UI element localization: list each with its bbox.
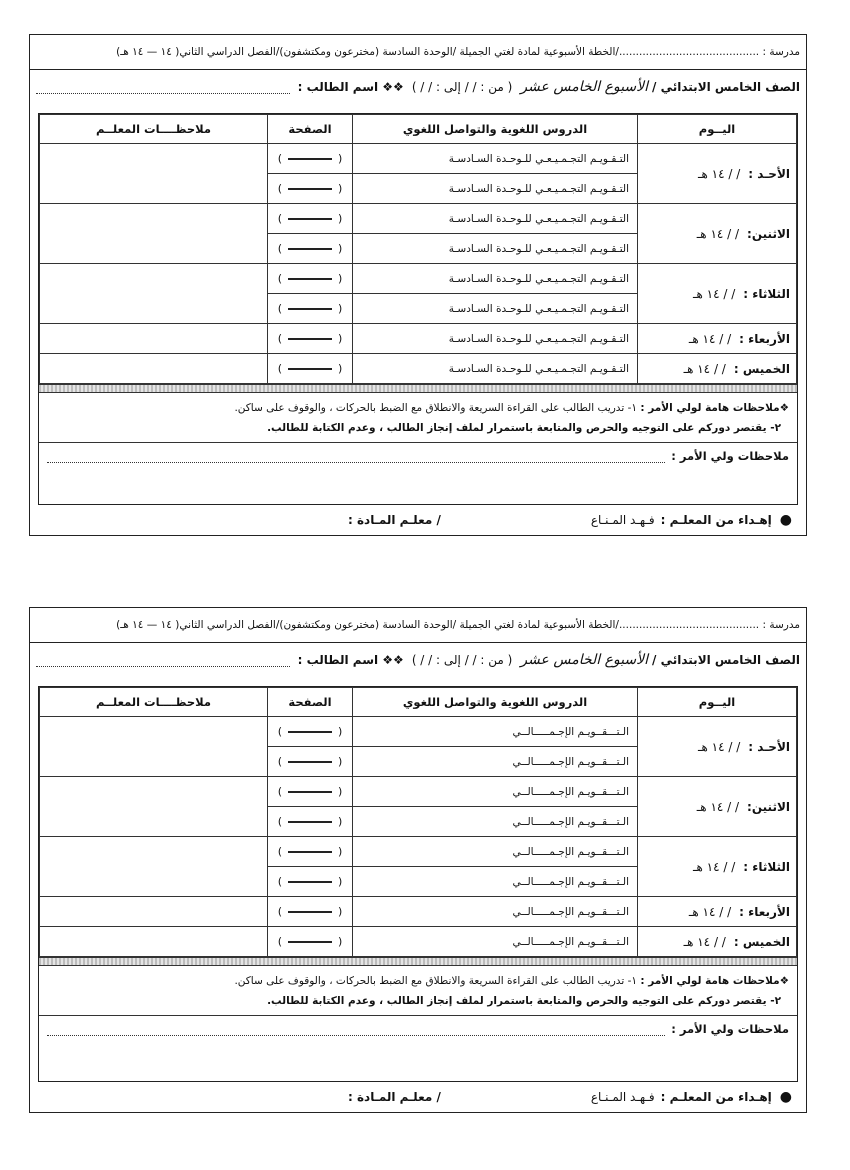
page-open-paren: ( xyxy=(338,905,343,918)
page-cell[interactable] xyxy=(268,927,353,957)
table-row xyxy=(40,897,797,927)
lesson-cell: التـقـويـم التجـمـيـعـي للـوحـدة السـادسـة xyxy=(353,354,638,384)
lesson-cell: التـقـويـم التجـمـيـعـي للـوحـدة السـادسـة xyxy=(353,294,638,324)
day-name: الاثنين: xyxy=(747,226,790,241)
page-close-paren: ) xyxy=(277,332,282,345)
parent-remarks-field[interactable] xyxy=(47,450,665,463)
note-1: ١- تدريب الطالب على القراءة السريعة والانطلاق مع الضبط بالحركات ، والوقوف على ساكن. xyxy=(234,402,638,414)
week-label: الأسبوع الخامس عشر xyxy=(520,652,649,668)
parent-notes-block xyxy=(39,966,797,1011)
footer-teacher-name: فـهـد المـنـاع xyxy=(590,1090,655,1104)
page-blank-field[interactable] xyxy=(288,308,332,310)
weekly-plan-bottom xyxy=(29,607,807,1113)
header-lessons: الدروس اللغوية والتواصل اللغوي xyxy=(353,688,638,717)
page-cell[interactable] xyxy=(268,324,353,354)
day-cell xyxy=(638,264,797,324)
day-cell xyxy=(638,354,797,384)
week-label: الأسبوع الخامس عشر xyxy=(520,79,649,95)
lesson-cell: التـقـويـم التجـمـيـعـي للـوحـدة السـادسـة xyxy=(353,234,638,264)
page-open-paren: ( xyxy=(338,785,343,798)
day-date: / / ١٤ هـ xyxy=(698,739,741,754)
page-open-paren: ( xyxy=(338,725,343,738)
page-blank-field[interactable] xyxy=(288,218,332,220)
date-range: ( من : / / إلى : / / ) xyxy=(411,653,513,667)
grade-row xyxy=(30,70,806,104)
page-close-paren: ) xyxy=(277,725,282,738)
day-date: / / ١٤ هـ xyxy=(696,799,740,814)
divider-shade xyxy=(39,957,797,966)
table-row xyxy=(40,324,797,354)
day-name: الخميس : xyxy=(733,934,790,949)
footer-bullet-icon: ● xyxy=(779,1089,792,1105)
lesson-cell: الـتـــقــويـم الإجـمـــــالــي xyxy=(353,897,638,927)
parent-notes-block xyxy=(39,393,797,438)
lesson-cell: الـتـــقــويـم الإجـمـــــالــي xyxy=(353,777,638,807)
footer-subject-teacher: / معلـم المـادة : xyxy=(348,1090,441,1104)
table-row xyxy=(40,354,797,384)
note-1: ١- تدريب الطالب على القراءة السريعة والانطلاق مع الضبط بالحركات ، والوقوف على ساكن. xyxy=(234,975,638,987)
page-blank-field[interactable] xyxy=(288,248,332,250)
page-open-paren: ( xyxy=(338,272,343,285)
page-blank-field[interactable] xyxy=(288,911,332,913)
page-open-paren: ( xyxy=(338,362,343,375)
page-blank-field[interactable] xyxy=(288,338,332,340)
page-open-paren: ( xyxy=(338,875,343,888)
page-close-paren: ) xyxy=(277,362,282,375)
teacher-notes-cell[interactable] xyxy=(40,354,268,384)
page-open-paren: ( xyxy=(338,182,343,195)
important-notes-label: ❖ملاحظات هامة لولي الأمر : xyxy=(640,975,789,987)
schedule-table xyxy=(39,114,797,384)
header-page: الصفحة xyxy=(268,115,353,144)
lesson-cell: الـتـــقــويـم الإجـمـــــالــي xyxy=(353,747,638,777)
page-open-paren: ( xyxy=(338,242,343,255)
teacher-notes-cell[interactable] xyxy=(40,204,268,264)
header-notes: ملاحظــــات المعلــم xyxy=(40,688,268,717)
teacher-notes-cell[interactable] xyxy=(40,324,268,354)
grade-row xyxy=(30,643,806,677)
page-cell[interactable] xyxy=(268,144,353,174)
page-cell[interactable] xyxy=(268,867,353,897)
table-row xyxy=(40,144,797,174)
page-blank-field[interactable] xyxy=(288,731,332,733)
day-name: الثلاثاء : xyxy=(743,286,790,301)
lesson-cell: الـتـــقــويـم الإجـمـــــالــي xyxy=(353,807,638,837)
parent-remarks-field[interactable] xyxy=(47,1023,665,1036)
header-page: الصفحة xyxy=(268,688,353,717)
page-close-paren: ) xyxy=(277,905,282,918)
table-row xyxy=(40,837,797,867)
teacher-notes-cell[interactable] xyxy=(40,144,268,204)
page-open-paren: ( xyxy=(338,152,343,165)
day-date: / / ١٤ هـ xyxy=(692,286,736,301)
parent-remarks-label: ملاحظات ولي الأمر : xyxy=(671,449,789,463)
page-blank-field[interactable] xyxy=(288,821,332,823)
page-cell[interactable] xyxy=(268,264,353,294)
page-close-paren: ) xyxy=(277,785,282,798)
page-cell[interactable] xyxy=(268,897,353,927)
page-blank-field[interactable] xyxy=(288,941,332,943)
lesson-cell: التـقـويـم التجـمـيـعـي للـوحـدة السـادسـة xyxy=(353,144,638,174)
table-header-row xyxy=(40,688,797,717)
page-close-paren: ) xyxy=(277,875,282,888)
day-date: / / ١٤ هـ xyxy=(698,166,741,181)
plan-footer xyxy=(30,1082,806,1112)
teacher-notes-cell[interactable] xyxy=(40,837,268,897)
page-cell[interactable] xyxy=(268,717,353,747)
footer-bullet-icon: ● xyxy=(779,512,792,528)
day-date: / / ١٤ هـ xyxy=(688,331,732,346)
page-blank-field[interactable] xyxy=(288,791,332,793)
page-close-paren: ) xyxy=(277,272,282,285)
day-cell xyxy=(638,144,797,204)
lesson-cell: التـقـويـم التجـمـيـعـي للـوحـدة السـادسـة xyxy=(353,324,638,354)
day-cell xyxy=(638,204,797,264)
page-cell[interactable] xyxy=(268,174,353,204)
header-lessons: الدروس اللغوية والتواصل اللغوي xyxy=(353,115,638,144)
note-2: ٢- يقتصر دوركم على التوجيه والحرص والمتابعة باستمرار لملف إنجاز الطالب ، وعدم الكتابة للطالب. xyxy=(267,422,781,434)
page-open-paren: ( xyxy=(338,815,343,828)
school-header: مدرسة : ........................................../الخطة الأسبوعية لمادة لغتي الجميلة /الوحدة السادسة (مخترعون ومكتشفون)/الفصل الدراسي الثاني( ١٤ — ١٤ هـ) xyxy=(30,35,806,70)
lesson-cell: الـتـــقــويـم الإجـمـــــالــي xyxy=(353,867,638,897)
table-row xyxy=(40,264,797,294)
day-name: الاثنين: xyxy=(747,799,790,814)
page-blank-field[interactable] xyxy=(288,188,332,190)
page-close-paren: ) xyxy=(277,212,282,225)
teacher-notes-cell[interactable] xyxy=(40,264,268,324)
page-cell[interactable] xyxy=(268,204,353,234)
page-open-paren: ( xyxy=(338,755,343,768)
parent-remarks-label: ملاحظات ولي الأمر : xyxy=(671,1022,789,1036)
day-name: الأربعاء : xyxy=(739,331,790,346)
lesson-cell: التـقـويـم التجـمـيـعـي للـوحـدة السـادسـة xyxy=(353,264,638,294)
page-cell[interactable] xyxy=(268,777,353,807)
day-cell xyxy=(638,897,797,927)
teacher-notes-cell[interactable] xyxy=(40,897,268,927)
day-name: الأربعاء : xyxy=(739,904,790,919)
page-blank-field[interactable] xyxy=(288,368,332,370)
schedule-frame xyxy=(38,686,798,1082)
page-open-paren: ( xyxy=(338,332,343,345)
day-cell xyxy=(638,837,797,897)
header-day: اليــوم xyxy=(638,688,797,717)
teacher-notes-cell[interactable] xyxy=(40,927,268,957)
page-close-paren: ) xyxy=(277,242,282,255)
header-day: اليــوم xyxy=(638,115,797,144)
page-blank-field[interactable] xyxy=(288,761,332,763)
lesson-cell: الـتـــقــويـم الإجـمـــــالــي xyxy=(353,717,638,747)
student-name-label: ❖❖ اسم الطالب : xyxy=(297,80,404,94)
day-cell xyxy=(638,927,797,957)
day-name: الأحـد : xyxy=(748,739,790,754)
student-name-field[interactable] xyxy=(36,654,290,667)
page-cell[interactable] xyxy=(268,354,353,384)
teacher-notes-cell[interactable] xyxy=(40,717,268,777)
lesson-cell: التـقـويـم التجـمـيـعـي للـوحـدة السـادسـة xyxy=(353,204,638,234)
page-close-paren: ) xyxy=(277,935,282,948)
footer-dedication-label: إهـداء من المعلـم : xyxy=(660,1090,772,1104)
lesson-cell: التـقـويـم التجـمـيـعـي للـوحـدة السـادسـة xyxy=(353,174,638,204)
page-cell[interactable] xyxy=(268,837,353,867)
weekly-plan-top xyxy=(29,34,807,536)
table-row xyxy=(40,777,797,807)
parent-remarks-row xyxy=(39,1015,797,1036)
schedule-frame xyxy=(38,113,798,505)
lesson-cell: الـتـــقــويـم الإجـمـــــالــي xyxy=(353,927,638,957)
footer-subject-teacher: / معلـم المـادة : xyxy=(348,513,441,527)
student-name-label: ❖❖ اسم الطالب : xyxy=(297,653,404,667)
day-date: / / ١٤ هـ xyxy=(692,859,736,874)
page-open-paren: ( xyxy=(338,302,343,315)
day-date: / / ١٤ هـ xyxy=(683,934,726,949)
day-cell xyxy=(638,717,797,777)
schedule-table xyxy=(39,687,797,957)
grade-label: الصف الخامس الابتدائي / xyxy=(652,653,800,667)
table-row xyxy=(40,717,797,747)
school-header: مدرسة : ........................................../الخطة الأسبوعية لمادة لغتي الجميلة /الوحدة السادسة (مخترعون ومكتشفون)/الفصل الدراسي الثاني( ١٤ — ١٤ هـ) xyxy=(30,608,806,643)
page-close-paren: ) xyxy=(277,302,282,315)
table-header-row xyxy=(40,115,797,144)
day-name: الخميس : xyxy=(733,361,790,376)
lesson-cell: الـتـــقــويـم الإجـمـــــالــي xyxy=(353,837,638,867)
parent-remarks-row xyxy=(39,442,797,463)
note-2: ٢- يقتصر دوركم على التوجيه والحرص والمتابعة باستمرار لملف إنجاز الطالب ، وعدم الكتابة للطالب. xyxy=(267,995,781,1007)
day-name: الثلاثاء : xyxy=(743,859,790,874)
footer-teacher-name: فـهـد المـنـاع xyxy=(590,513,655,527)
page-open-paren: ( xyxy=(338,935,343,948)
page-blank-field[interactable] xyxy=(288,881,332,883)
table-row xyxy=(40,204,797,234)
important-notes-label: ❖ملاحظات هامة لولي الأمر : xyxy=(640,402,789,414)
page-close-paren: ) xyxy=(277,815,282,828)
page-blank-field[interactable] xyxy=(288,158,332,160)
page-close-paren: ) xyxy=(277,182,282,195)
page-close-paren: ) xyxy=(277,845,282,858)
day-cell xyxy=(638,324,797,354)
page-open-paren: ( xyxy=(338,212,343,225)
day-date: / / ١٤ هـ xyxy=(696,226,740,241)
page-cell[interactable] xyxy=(268,807,353,837)
plan-footer xyxy=(30,505,806,535)
page-close-paren: ) xyxy=(277,755,282,768)
header-notes: ملاحظــــات المعلــم xyxy=(40,115,268,144)
grade-label: الصف الخامس الابتدائي / xyxy=(652,80,800,94)
divider-shade xyxy=(39,384,797,393)
page-cell[interactable] xyxy=(268,294,353,324)
page-close-paren: ) xyxy=(277,152,282,165)
date-range: ( من : / / إلى : / / ) xyxy=(411,80,513,94)
page-open-paren: ( xyxy=(338,845,343,858)
page-blank-field[interactable] xyxy=(288,851,332,853)
teacher-notes-cell[interactable] xyxy=(40,777,268,837)
day-date: / / ١٤ هـ xyxy=(683,361,726,376)
student-name-field[interactable] xyxy=(36,81,290,94)
footer-dedication-label: إهـداء من المعلـم : xyxy=(660,513,772,527)
day-cell xyxy=(638,777,797,837)
page-cell[interactable] xyxy=(268,747,353,777)
page-cell[interactable] xyxy=(268,234,353,264)
page-blank-field[interactable] xyxy=(288,278,332,280)
day-date: / / ١٤ هـ xyxy=(688,904,732,919)
day-name: الأحـد : xyxy=(748,166,790,181)
table-row xyxy=(40,927,797,957)
